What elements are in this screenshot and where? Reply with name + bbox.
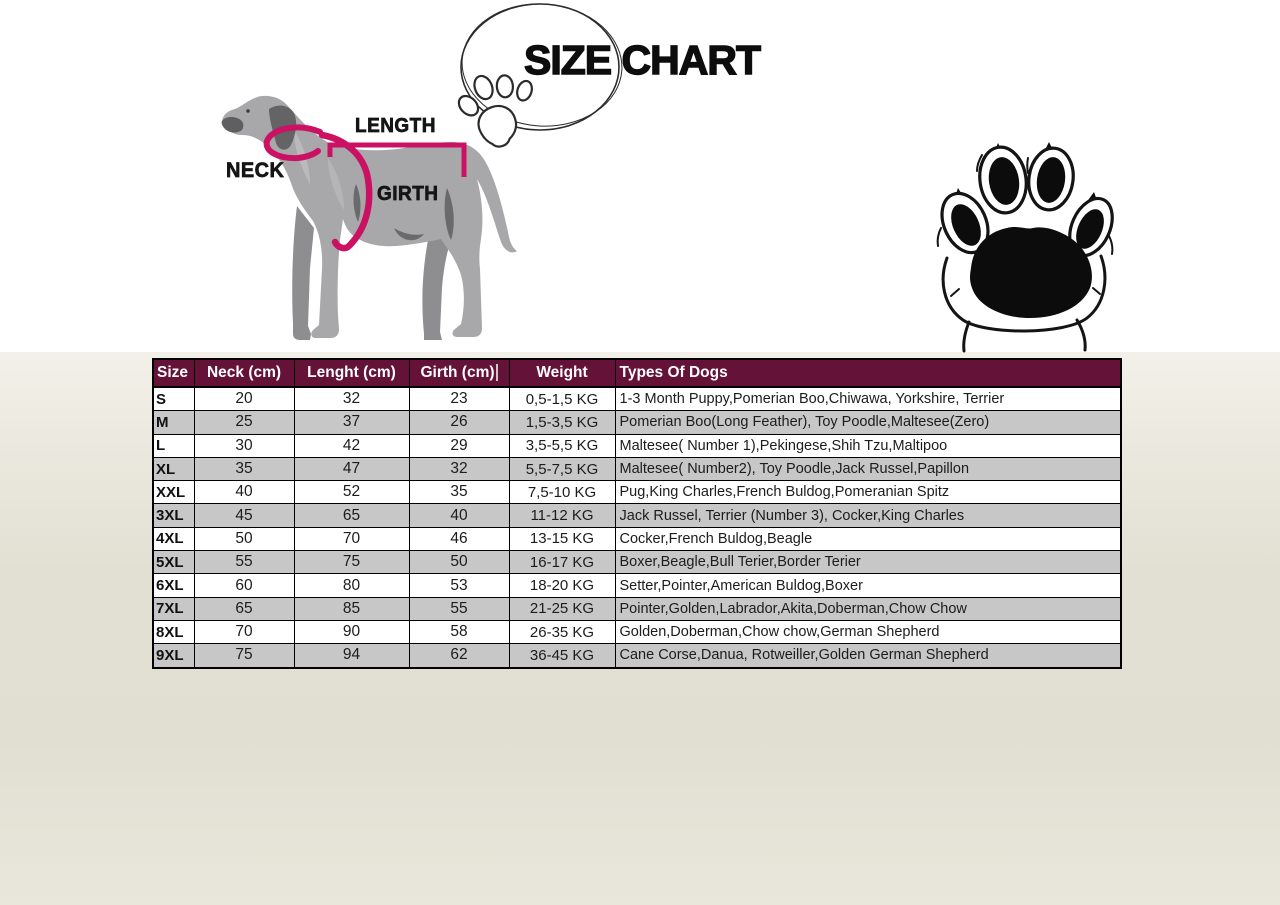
table-cell: 0,5-1,5 KG: [509, 387, 615, 411]
table-cell: Pointer,Golden,Labrador,Akita,Doberman,Chow Chow: [615, 597, 1121, 620]
table-cell: 62: [409, 644, 509, 668]
table-row: [153, 411, 1121, 434]
table-row: [153, 644, 1121, 668]
girth-label: GIRTH: [377, 183, 439, 205]
table-cell: 37: [294, 411, 409, 434]
table-cell: 94: [294, 644, 409, 668]
size-cell: XXL: [153, 481, 194, 504]
table-cell: 42: [294, 434, 409, 457]
table-cell: 53: [409, 574, 509, 597]
size-cell: XL: [153, 457, 194, 480]
size-cell: 3XL: [153, 504, 194, 527]
size-cell: S: [153, 387, 194, 411]
table-row: [153, 551, 1121, 574]
table-cell: Pomerian Boo(Long Feather), Toy Poodle,Maltesee(Zero): [615, 411, 1121, 434]
table-row: [153, 434, 1121, 457]
table-row: [153, 504, 1121, 527]
table-row: [153, 527, 1121, 550]
table-cell: 55: [194, 551, 294, 574]
table-row: [153, 574, 1121, 597]
size-cell: 6XL: [153, 574, 194, 597]
table-cell: 21-25 KG: [509, 597, 615, 620]
table-cell: 25: [194, 411, 294, 434]
table-cell: 5,5-7,5 KG: [509, 457, 615, 480]
table-cell: Maltesee( Number 1),Pekingese,Shih Tzu,Maltipoo: [615, 434, 1121, 457]
table-cell: 60: [194, 574, 294, 597]
table-cell: Cocker,French Buldog,Beagle: [615, 527, 1121, 550]
length-label: LENGTH: [355, 115, 436, 137]
neck-label: NECK: [226, 159, 285, 182]
table-cell: 1,5-3,5 KG: [509, 411, 615, 434]
table-cell: 18-20 KG: [509, 574, 615, 597]
table-cell: Golden,Doberman,Chow chow,German Shepherd: [615, 620, 1121, 643]
table-cell: 35: [194, 457, 294, 480]
table-cell: Cane Corse,Danua, Rotweiller,Golden German Shepherd: [615, 644, 1121, 668]
column-header: Lenght (cm): [294, 359, 409, 387]
size-cell: 8XL: [153, 620, 194, 643]
column-header: Types Of Dogs: [615, 359, 1121, 387]
table-row: [153, 387, 1121, 411]
table-cell: 50: [194, 527, 294, 550]
table-cell: Pug,King Charles,French Buldog,Pomeranian Spitz: [615, 481, 1121, 504]
table-cell: 13-15 KG: [509, 527, 615, 550]
table-cell: 45: [194, 504, 294, 527]
table-cell: 55: [409, 597, 509, 620]
table-cell: Jack Russel, Terrier (Number 3), Cocker,King Charles: [615, 504, 1121, 527]
table-row: [153, 457, 1121, 480]
table-cell: 32: [294, 387, 409, 411]
table-cell: 11-12 KG: [509, 504, 615, 527]
table-cell: 75: [294, 551, 409, 574]
size-cell: 5XL: [153, 551, 194, 574]
table-cell: 16-17 KG: [509, 551, 615, 574]
table-header-row: [153, 359, 1121, 387]
column-header: Size: [153, 359, 194, 387]
size-cell: M: [153, 411, 194, 434]
column-header: Girth (cm): [409, 359, 509, 387]
table-cell: 40: [194, 481, 294, 504]
column-header: Neck (cm): [194, 359, 294, 387]
table-cell: 85: [294, 597, 409, 620]
table-cell: 29: [409, 434, 509, 457]
column-header: Weight: [509, 359, 615, 387]
table-cell: 65: [194, 597, 294, 620]
table-cell: 26: [409, 411, 509, 434]
table-cell: 32: [409, 457, 509, 480]
table-row: [153, 481, 1121, 504]
table-cell: 65: [294, 504, 409, 527]
size-chart-table: [152, 358, 1122, 669]
table-cell: 80: [294, 574, 409, 597]
table-cell: Boxer,Beagle,Bull Terier,Border Terier: [615, 551, 1121, 574]
table-cell: 36-45 KG: [509, 644, 615, 668]
table-cell: Setter,Pointer,American Buldog,Boxer: [615, 574, 1121, 597]
text-cursor: [496, 364, 498, 381]
table-cell: 90: [294, 620, 409, 643]
table-cell: 35: [409, 481, 509, 504]
table-cell: Maltesee( Number2), Toy Poodle,Jack Russel,Papillon: [615, 457, 1121, 480]
table-cell: 58: [409, 620, 509, 643]
table-cell: 52: [294, 481, 409, 504]
table-cell: 40: [409, 504, 509, 527]
table-cell: 1-3 Month Puppy,Pomerian Boo,Chiwawa, Yorkshire, Terrier: [615, 387, 1121, 411]
table-cell: 75: [194, 644, 294, 668]
table-cell: 50: [409, 551, 509, 574]
table-row: [153, 597, 1121, 620]
table-cell: 23: [409, 387, 509, 411]
table-cell: 70: [294, 527, 409, 550]
size-cell: 7XL: [153, 597, 194, 620]
table-cell: 20: [194, 387, 294, 411]
size-cell: 4XL: [153, 527, 194, 550]
table-cell: 46: [409, 527, 509, 550]
size-cell: L: [153, 434, 194, 457]
table-cell: 26-35 KG: [509, 620, 615, 643]
table-row: [153, 620, 1121, 643]
page-title: SIZE CHART: [524, 37, 760, 83]
dog-measurement-diagram: [198, 88, 528, 350]
table-cell: 70: [194, 620, 294, 643]
table-cell: 47: [294, 457, 409, 480]
table-cell: 30: [194, 434, 294, 457]
table-cell: 7,5-10 KG: [509, 481, 615, 504]
table-cell: 3,5-5,5 KG: [509, 434, 615, 457]
paw-print-illustration: [925, 128, 1125, 353]
size-cell: 9XL: [153, 644, 194, 668]
